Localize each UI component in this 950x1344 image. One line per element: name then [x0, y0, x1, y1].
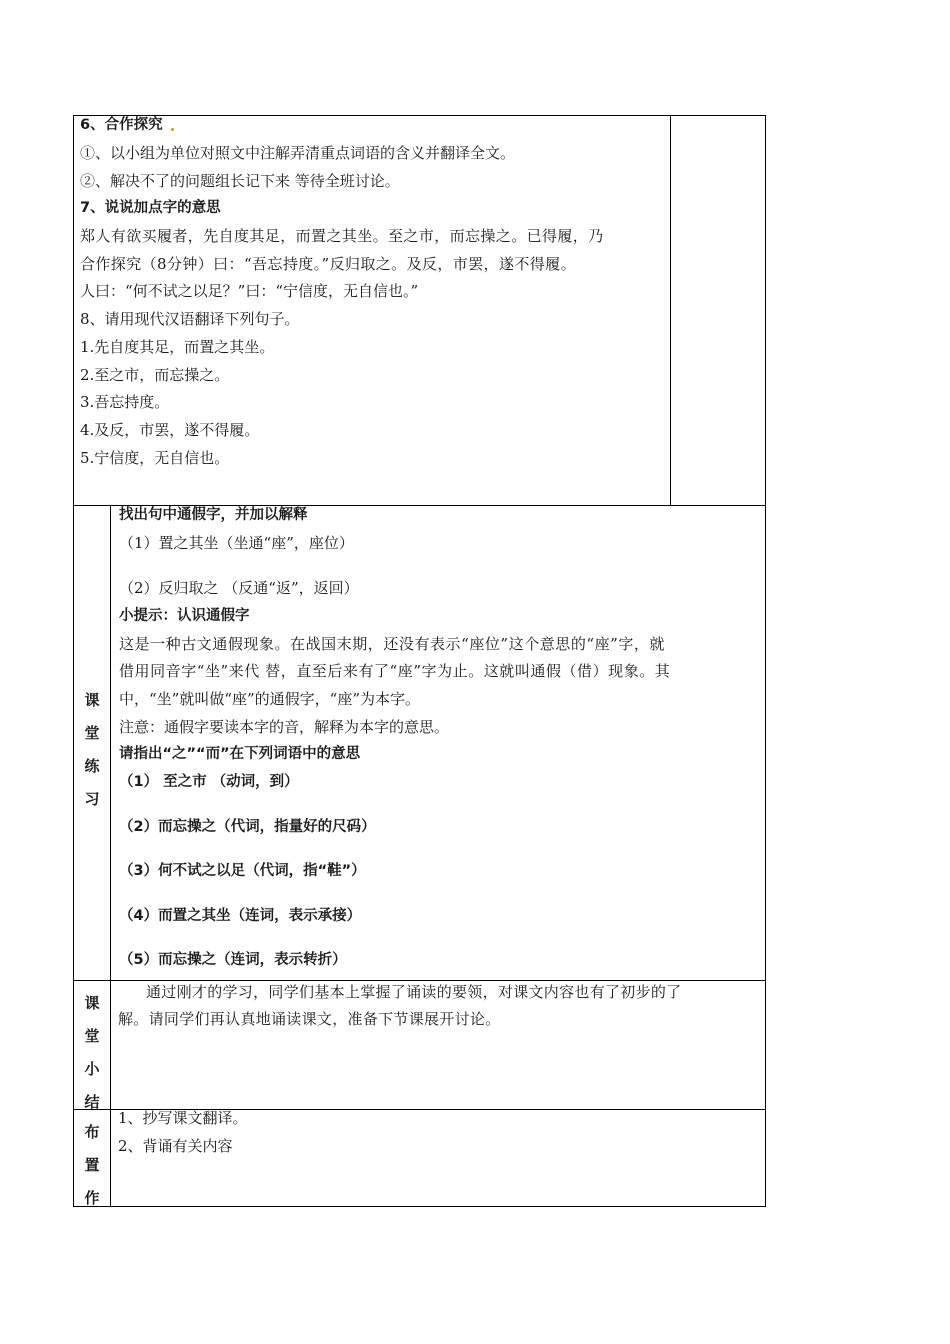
tip-line-1: 这是一种古文通假现象。在战国末期，还没有表示“座位”这个意思的“座”字，就 — [119, 635, 666, 653]
label-char: 作 — [84, 1189, 100, 1207]
tip-note: 注意：通假字要读本字的音，解释为本字的意思。 — [119, 718, 450, 736]
tongjia-item-1: （1）置之其坐（坐通“座”，座位） — [119, 534, 354, 552]
question-1: （1） 至之市 （动词，到） — [119, 774, 299, 790]
section-label-practice — [74, 684, 110, 816]
label-char: 堂 — [84, 724, 100, 742]
summary-line-1: 通过刚才的学习，同学们基本上掌握了诵读的要领，对课文内容也有了初步的了 — [146, 983, 682, 1001]
label-char: 练 — [84, 757, 100, 775]
question-4: （4）而置之其坐（连词，表示承接） — [119, 908, 362, 924]
tongjia-heading: 找出句中通假字，并加以解释 — [119, 507, 308, 523]
homework-item-2: 2、背诵有关内容 — [118, 1137, 233, 1155]
tip-line-3: 中，“坐”就叫做“座”的通假字，“座”为本字。 — [119, 690, 421, 708]
passage-line-3: 人曰：“何不试之以足？”曰：“宁信度，无自信也。” — [80, 282, 419, 300]
question-2: （2）而忘操之（代词，指量好的尺码） — [119, 819, 376, 835]
label-char: 小 — [84, 1060, 100, 1078]
label-char: 堂 — [84, 1027, 100, 1045]
sentence-1: 1.先自度其足，而置之其坐。 — [80, 338, 275, 356]
summary-line-2: 解。请同学们再认真地诵读课文，准备下节课展开讨论。 — [118, 1010, 501, 1028]
label-char: 课 — [84, 994, 100, 1012]
tip-line-2: 借用同音字“坐”来代 替，直至后来有了“座”字为止。这就叫通假（借）现象。其 — [119, 662, 671, 680]
label-column-divider — [110, 505, 111, 1207]
tip-heading: 小提示：认识通假字 — [119, 608, 250, 624]
tongjia-item-2: （2）反归取之 （反通“返”，返回） — [119, 579, 359, 597]
label-char: 结 — [84, 1093, 100, 1111]
sentence-4: 4.及反，市罢，遂不得履。 — [80, 421, 260, 439]
label-char: 置 — [84, 1156, 100, 1174]
sentence-5: 5.宁信度，无自信也。 — [80, 449, 230, 467]
passage-line-2: 合作探究（8分钟）曰：“吾忘持度。”反归取之。及反，市罢，遂不得履。 — [80, 255, 576, 273]
instruction-1: ①、以小组为单位对照文中注解弄清重点词语的含义并翻译全文。 — [80, 144, 516, 162]
right-column-divider — [670, 115, 671, 506]
label-char: 习 — [84, 790, 100, 808]
heading-6: 6、合作探究 — [80, 117, 163, 133]
question-3: （3）何不试之以足（代词，指“鞋”） — [119, 863, 366, 879]
label-char: 课 — [84, 691, 100, 709]
question-5: （5）而忘操之（连词，表示转折） — [119, 952, 347, 968]
passage-line-1: 郑人有欲买履者，先自度其足，而置之其坐。至之市，而忘操之。已得履，乃 — [80, 227, 604, 245]
instruction-2: ②、解决不了的问题组长记下来 等待全班讨论。 — [80, 172, 400, 190]
sentence-3: 3.吾忘持度。 — [80, 393, 170, 411]
question-heading: 请指出“之”“而”在下列词语中的意思 — [119, 746, 361, 762]
heading-8: 8、请用现代汉语翻译下列句子。 — [80, 310, 300, 328]
label-char: 布 — [84, 1123, 100, 1141]
sentence-2: 2.至之市，而忘操之。 — [80, 366, 230, 384]
section-label-homework — [74, 1116, 110, 1215]
homework-item-1: 1、抄写课文翻译。 — [118, 1109, 248, 1127]
row-divider-2 — [73, 980, 766, 981]
emphasis-dot — [171, 128, 174, 131]
section-label-summary — [74, 987, 110, 1119]
heading-7: 7、说说加点字的意思 — [80, 200, 221, 216]
